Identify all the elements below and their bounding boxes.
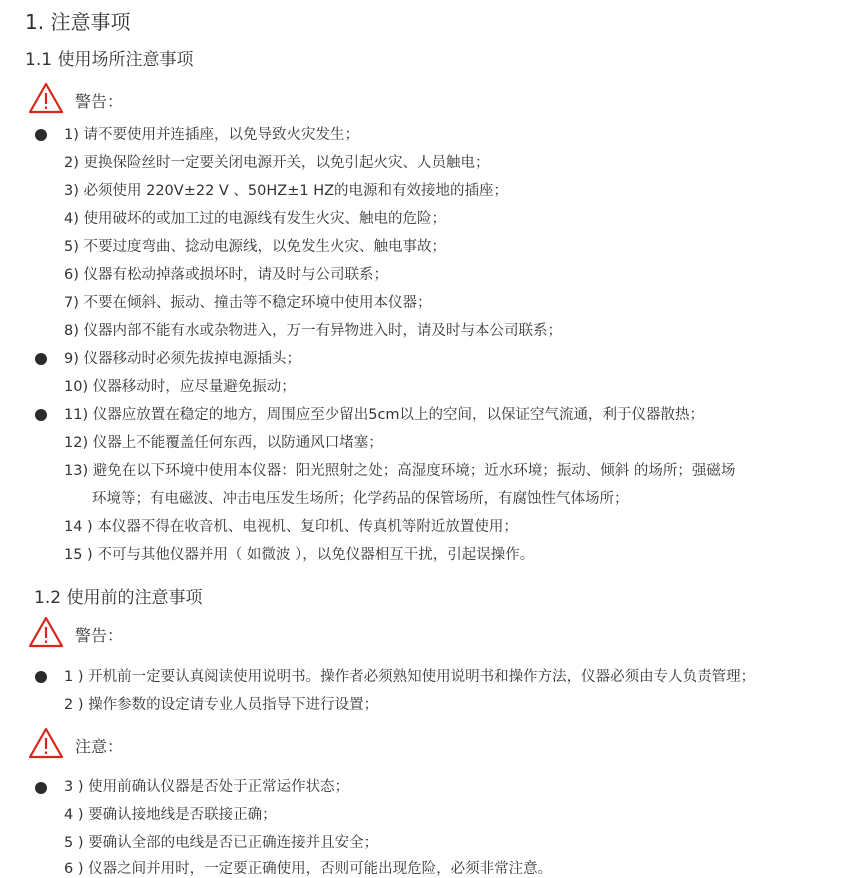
list-item: 3) 必须使用 220V±22 V 、50HZ±1 HZ的电源和有效接地的插座； xyxy=(64,183,509,199)
list-item: 2 ) 操作参数的设定请专业人员指导下进行设置； xyxy=(64,697,379,713)
bullet-marker xyxy=(35,671,47,683)
list-item: 8) 仪器内部不能有水或杂物进入，万一有异物进入时，请及时与本公司联系； xyxy=(64,323,562,339)
bullet-marker xyxy=(35,782,47,794)
section-heading-before-use: 1.2 使用前的注意事项 xyxy=(34,588,203,608)
list-item: 10) 仪器移动时，应尽量避免振动； xyxy=(64,379,296,395)
list-item: 1) 请不要使用并连插座，以免导致火灾发生； xyxy=(64,127,359,143)
list-item: 6 ) 仪器之间并用时，一定要正确使用，否则可能出现危险，必须非常注意。 xyxy=(64,861,553,877)
section-heading-usage-location: 1.1 使用场所注意事项 xyxy=(25,50,194,70)
list-item: 12) 仪器上不能覆盖任何东西，以防通风口堵塞； xyxy=(64,435,383,451)
list-item: 14 ) 本仪器不得在收音机、电视机、复印机、传真机等附近放置使用； xyxy=(64,519,518,535)
bullet-marker xyxy=(35,129,47,141)
list-item: 11) 仪器应放置在稳定的地方，周围应至少留出5cm以上的空间，以保证空气流通，利于仪器散热； xyxy=(64,407,705,423)
list-item: 7) 不要在倾斜、振动、撞击等不稳定环境中使用本仪器； xyxy=(64,295,432,311)
list-item: 4 ) 要确认接地线是否联接正确； xyxy=(64,807,277,823)
list-item: 4) 使用破坏的或加工过的电源线有发生火灾、触电的危险； xyxy=(64,211,446,227)
caution-label: 注意： xyxy=(75,737,124,756)
list-item: 3 ) 使用前确认仪器是否处于正常运作状态； xyxy=(64,779,350,795)
list-item: 5 ) 要确认全部的电线是否已正确连接并且安全； xyxy=(64,835,379,851)
list-item: 6) 仪器有松动掉落或损坏时，请及时与公司联系； xyxy=(64,267,388,283)
list-item: 2) 更换保险丝时一定要关闭电源开关，以免引起火灾、人员触电； xyxy=(64,155,490,171)
warning-triangle-icon xyxy=(28,616,64,648)
list-item-continuation: 环境等；有电磁波、冲击电压发生场所；化学药品的保管场所，有腐蚀性气体场所； xyxy=(92,491,629,507)
warning-label: 警告： xyxy=(75,626,124,645)
warning-label: 警告： xyxy=(75,92,124,111)
warning-triangle-icon xyxy=(28,727,64,759)
list-item: 13) 避免在以下环境中使用本仪器：阳光照射之处；高湿度环境；近水环境；振动、倾斜 的场所；强磁场 xyxy=(64,463,736,479)
page-title: 1. 注意事项 xyxy=(25,10,131,34)
bullet-marker xyxy=(35,353,47,365)
list-item: 1 ) 开机前一定要认真阅读使用说明书。操作者必须熟知使用说明书和操作方法，仪器必须由专人负责管理； xyxy=(64,669,756,685)
list-item: 5) 不要过度弯曲、捻动电源线，以免发生火灾、触电事故； xyxy=(64,239,446,255)
list-item: 9) 仪器移动时必须先拔掉电源插头； xyxy=(64,351,301,367)
bullet-marker xyxy=(35,409,47,421)
warning-triangle-icon xyxy=(28,82,64,114)
list-item: 15 ) 不可与其他仪器并用（ 如微波 ），以免仪器相互干扰，引起误操作。 xyxy=(64,547,535,563)
